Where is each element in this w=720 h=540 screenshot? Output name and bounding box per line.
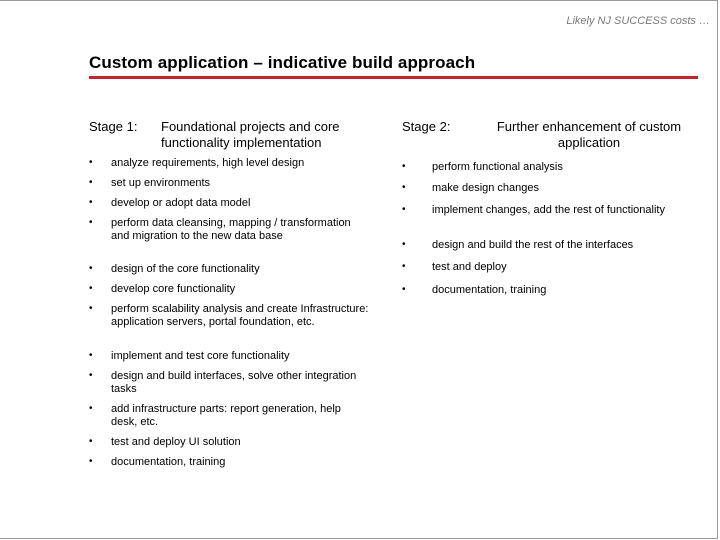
bullet-icon: • xyxy=(89,197,93,208)
bullet-icon: • xyxy=(89,350,93,361)
bullet-icon: • xyxy=(89,283,93,294)
stage-2-number: Stage 2: xyxy=(402,119,451,134)
top-divider xyxy=(0,0,718,1)
bullet-icon: • xyxy=(402,239,406,250)
bullet-icon: • xyxy=(402,204,406,215)
stage-1-title: Foundational projects and core functionality implementation xyxy=(161,119,340,150)
bullet-icon: • xyxy=(402,182,406,193)
bullet-icon: • xyxy=(402,261,406,272)
bullet-icon: • xyxy=(89,157,93,168)
stage-2-header xyxy=(402,117,702,155)
bullet-icon: • xyxy=(402,161,406,172)
stage-2-title: Further enhancement of custom application xyxy=(496,119,682,150)
title-rule xyxy=(89,76,698,79)
bullet-icon: • xyxy=(89,370,93,381)
bullet-icon: • xyxy=(89,436,93,447)
bullet-icon: • xyxy=(89,456,93,467)
stage-1-column: Stage 1: Foundational projects and core functionality implementation • analyze requirements, high level design • set up environments • develop or adopt data model • perform data cleansing, mapping / transformation and migration to the new data base • design of the core functionality • develop core functionality • perform scalability analysis and create Infrastructure: application servers, portal foundation, etc. • implement and test core functionality • design and build interfaces, solve other integration tasks • add infrastructure parts: report generation, help desk, etc. • test and deploy UI solution • documentation, training xyxy=(89,117,379,155)
header-label: Likely NJ SUCCESS costs … xyxy=(566,15,710,27)
page-title: Custom application – indicative build approach xyxy=(89,53,476,72)
bullet-icon: • xyxy=(402,284,406,295)
bullet-icon: • xyxy=(89,303,93,314)
bullet-icon: • xyxy=(89,403,93,414)
stage-1-header xyxy=(89,117,379,155)
stage-2-column: Stage 2: Further enhancement of custom application • perform functional analysis • make design changes • implement changes, add the rest of functionality • design and build the rest of the interfaces • test and deploy • documentation, training xyxy=(402,117,702,155)
bullet-icon: • xyxy=(89,217,93,228)
bullet-icon: • xyxy=(89,263,93,274)
stage-1-number: Stage 1: xyxy=(89,119,138,134)
bullet-icon: • xyxy=(89,177,93,188)
